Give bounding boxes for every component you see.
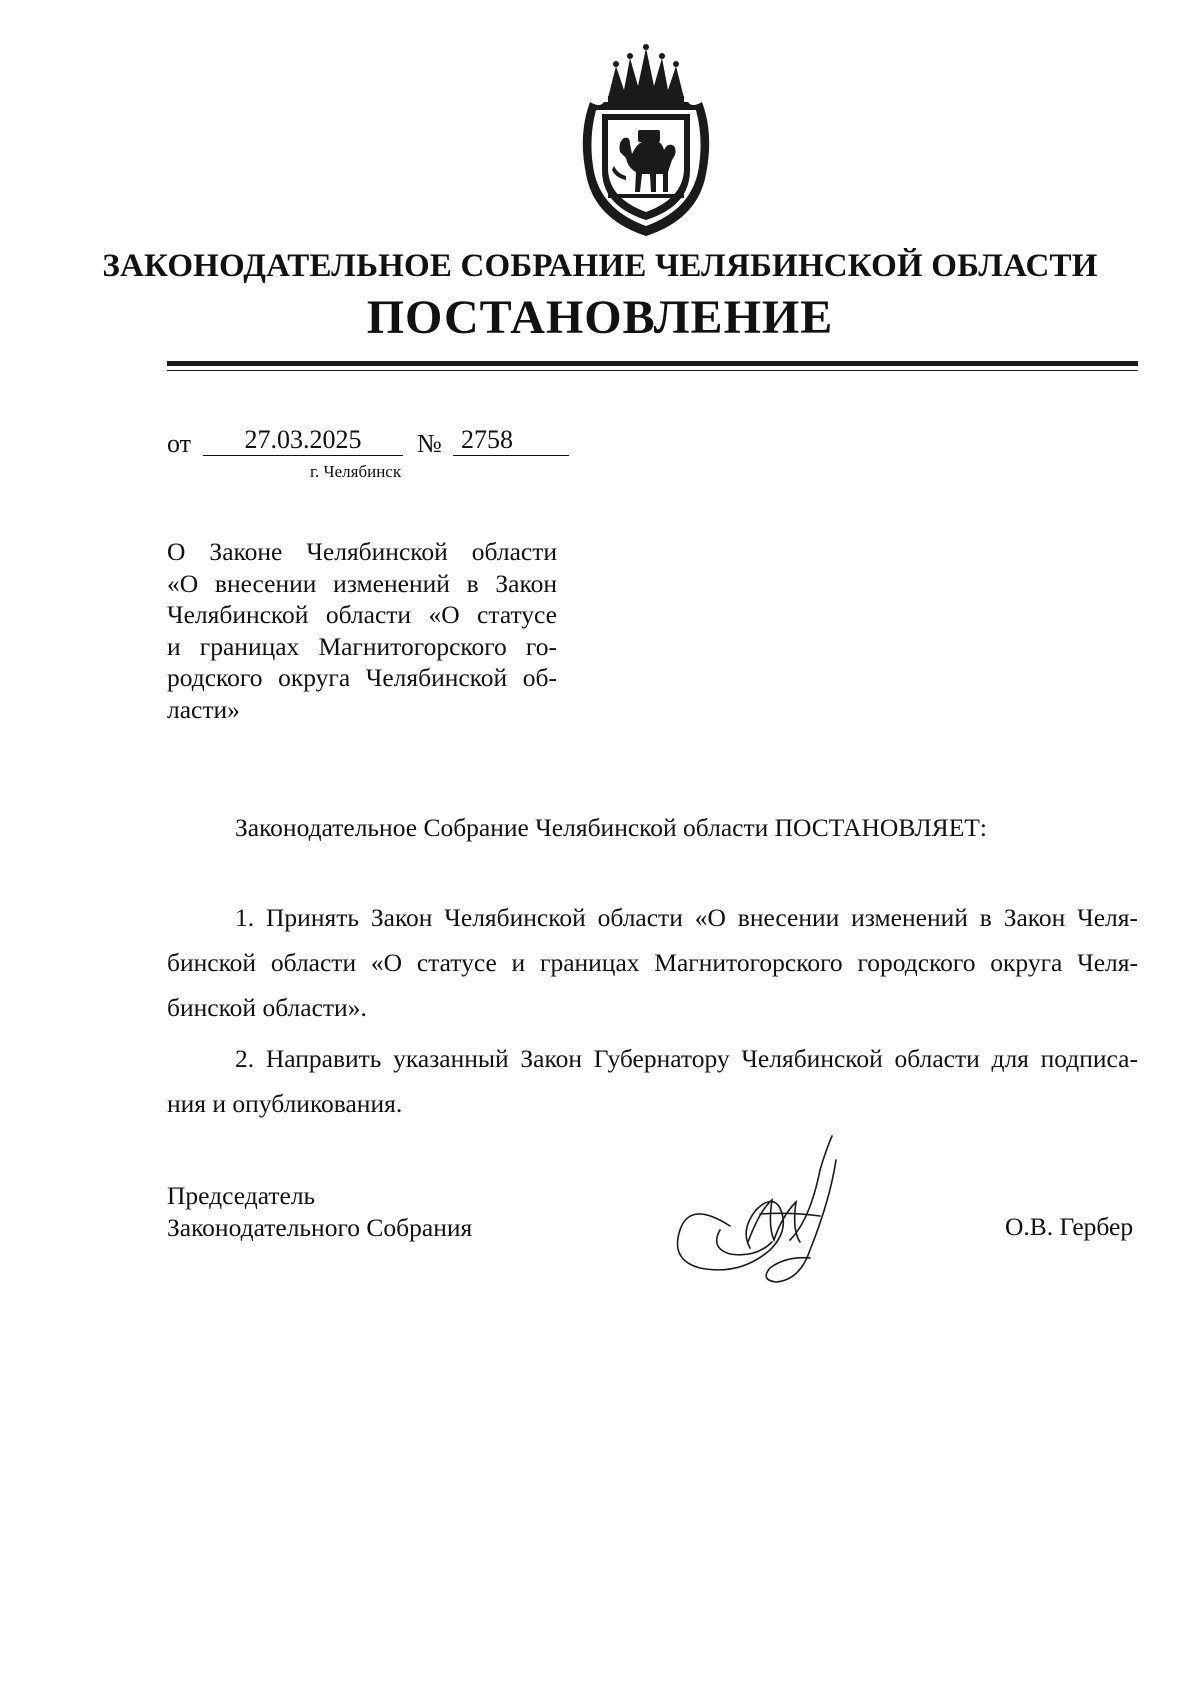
header-divider-thick	[167, 361, 1138, 366]
item-1-line: бинской области «О статусе и границах Магнитогорского городского округа Челя-	[167, 948, 1138, 977]
signer-position-line: Председатель	[167, 1181, 316, 1210]
signature-icon	[660, 1130, 880, 1290]
resolution-items	[167, 895, 1138, 1126]
document-date: 27.03.2025	[203, 425, 403, 456]
item-1-line: бинской области».	[167, 993, 367, 1022]
subject-line: «О внесении изменений в Закон	[167, 568, 557, 598]
subject-line: О Законе Челябинской области	[167, 537, 557, 566]
document-number: 2758	[453, 425, 569, 456]
item-2-line: 2. Направить указанный Закон Губернатору Челябинской области для подписа-	[235, 1044, 1138, 1073]
resolves-statement: Законодательное Собрание Челябинской области ПОСТАНОВЛЯЕТ:	[235, 813, 987, 842]
number-label: №	[417, 429, 442, 458]
signer-name: О.В. Гербер	[1005, 1212, 1134, 1241]
city-label: г. Челябинск	[310, 462, 402, 481]
signer-position	[167, 1180, 472, 1244]
item-2-line: ния и опубликования.	[167, 1089, 403, 1118]
header-divider-thin	[167, 370, 1138, 371]
subject-line: ласти»	[167, 694, 240, 724]
document-type-title: ПОСТАНОВЛЕНИЕ	[366, 291, 834, 344]
signer-position-line: Законодательного Собрания	[167, 1213, 473, 1242]
coat-of-arms-icon	[568, 44, 724, 240]
item-1-line: 1. Принять Закон Челябинской области «О внесении изменений в Закон Челя-	[235, 903, 1138, 932]
date-number-row	[167, 425, 587, 465]
subject-line: и границах Магнитогорского го-	[167, 631, 557, 661]
organization-title: ЗАКОНОДАТЕЛЬНОЕ СОБРАНИЕ ЧЕЛЯБИНСКОЙ ОБЛАСТИ	[102, 248, 1098, 284]
document-subject	[167, 536, 557, 725]
subject-line: родского округа Челябинской об-	[167, 663, 557, 692]
from-label: от	[167, 429, 192, 458]
subject-line: Челябинской области «О статусе	[167, 600, 557, 629]
